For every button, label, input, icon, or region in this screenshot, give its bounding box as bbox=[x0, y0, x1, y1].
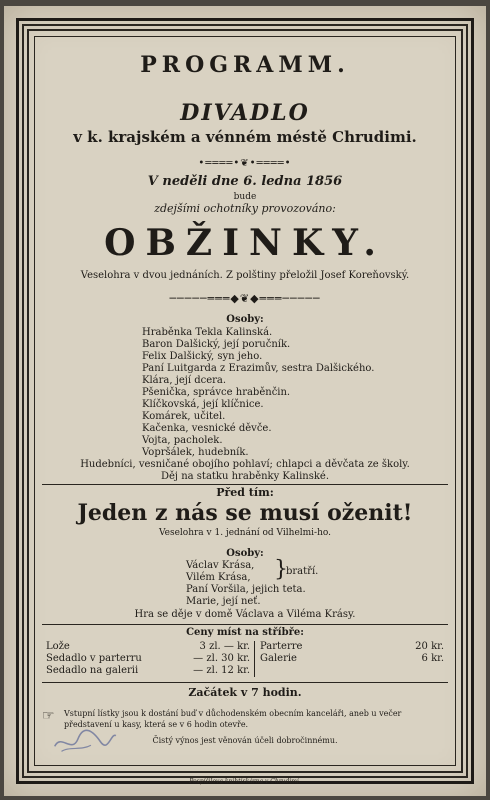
proceeds-note: Čistý výnos jest věnován účeli dobročinnému. bbox=[152, 736, 338, 745]
opening-play-subtitle: Veselohra v 1. jednání od Vilhelmi-ho. bbox=[158, 528, 332, 538]
section-rule-3 bbox=[42, 682, 448, 683]
cast-heading: Osoby: bbox=[226, 314, 264, 325]
ticket-note: Vstupní lístky jsou k dostání buď v důchodenském obecním kanceláři, aneb u večer představení u kasy, která se v 6 hodin otevře. bbox=[64, 709, 402, 729]
cast-member: Pšenička, správce hraběnčin. bbox=[142, 387, 291, 398]
main-play-subtitle: Veselohra v dvou jednáních. Z polštiny přeložil Josef Koreňovský. bbox=[80, 270, 410, 281]
ornament-divider-2: ─────═══◆❦◆═══───── bbox=[169, 292, 321, 305]
performed-by: zdejšími ochotníky provozováno: bbox=[154, 202, 336, 215]
seat-name: Lože bbox=[46, 641, 70, 652]
cast-member: Klára, její dcera. bbox=[142, 375, 227, 386]
cast-member: Komárek, učitel. bbox=[142, 411, 226, 422]
prices-left-column bbox=[46, 641, 250, 677]
theatre-title: DIVADLO bbox=[180, 100, 310, 126]
setting-line: Děj na statku hraběnky Kalinské. bbox=[161, 471, 329, 482]
printer-footer: Pospíšilova knihtiskárna v Chrudimi. bbox=[189, 778, 301, 785]
opening-play-title: Jeden z nás se musí oženit! bbox=[77, 500, 413, 526]
seat-name: Sedadlo v parterru bbox=[46, 653, 142, 664]
price-row bbox=[260, 653, 444, 665]
section-rule-2 bbox=[42, 624, 448, 625]
cast-member: Václav Krása, bbox=[186, 560, 255, 571]
cast-member: Kačenka, vesnické děvče. bbox=[142, 423, 272, 434]
performance-date: V neděli dne 6. ledna 1856 bbox=[147, 174, 343, 189]
prices-heading: Ceny míst na stříbře: bbox=[186, 627, 304, 638]
cast-member: Paní Luitgarda z Erazimův, sestra Dalšického. bbox=[142, 363, 375, 374]
seat-name: Galerie bbox=[260, 653, 297, 664]
program-title: PROGRAMM. bbox=[140, 52, 350, 78]
main-play-title: OBŽINKY. bbox=[104, 222, 386, 264]
extras-line: Hudebníci, vesničané obojího pohlaví; chlapci a děvčata ze školy. bbox=[80, 459, 410, 470]
seat-name: Sedadlo na galerii bbox=[46, 665, 139, 676]
cast-list bbox=[142, 327, 374, 459]
section-rule bbox=[42, 484, 448, 485]
cast-member: Klíčkovská, její klíčnice. bbox=[142, 399, 264, 410]
cast-member: Marie, její neť. bbox=[186, 596, 261, 607]
before-label: Před tím: bbox=[216, 486, 274, 499]
bude-text: bude bbox=[233, 192, 257, 202]
cast-heading-2: Osoby: bbox=[226, 548, 264, 559]
seat-price: 6 kr. bbox=[421, 653, 444, 664]
start-time: Začátek v 7 hodin. bbox=[188, 686, 302, 699]
prices-right-column bbox=[260, 641, 444, 665]
poster-sheet bbox=[4, 6, 486, 796]
price-row bbox=[46, 653, 250, 665]
cast-member: Baron Dalšický, její poručník. bbox=[142, 339, 291, 350]
seat-price: — zl. 12 kr. bbox=[193, 665, 250, 676]
cast-member: Paní Voršila, jejich teta. bbox=[186, 584, 306, 595]
price-row bbox=[46, 641, 250, 653]
cast-member: Hraběnka Tekla Kalinská. bbox=[142, 327, 273, 338]
seat-price: 20 kr. bbox=[415, 641, 444, 652]
cast-member: Vopršálek, hudebník. bbox=[142, 447, 249, 458]
ornament-divider: •════•❦•════• bbox=[198, 158, 292, 169]
price-row bbox=[46, 665, 250, 677]
cast-member: Vojta, pacholek. bbox=[142, 435, 223, 446]
brothers-label: bratří. bbox=[286, 566, 319, 577]
seat-name: Parterre bbox=[260, 641, 303, 652]
theatre-location: v k. krajském a vénném méstě Chrudimi. bbox=[73, 128, 417, 146]
cast-member: Vilém Krása, bbox=[186, 572, 251, 583]
poster-content bbox=[42, 44, 448, 758]
brace-icon: } bbox=[274, 557, 288, 582]
seat-price: 3 zl. — kr. bbox=[199, 641, 250, 652]
seat-price: — zl. 30 kr. bbox=[193, 653, 250, 664]
cast-member: Felix Dalšický, syn jeho. bbox=[142, 351, 263, 362]
price-row bbox=[260, 641, 444, 653]
opening-setting-line: Hra se děje v domě Václava a Viléma Krásy. bbox=[134, 609, 356, 620]
price-column-divider bbox=[254, 641, 255, 677]
pointing-hand-icon: ☞ bbox=[42, 708, 55, 724]
